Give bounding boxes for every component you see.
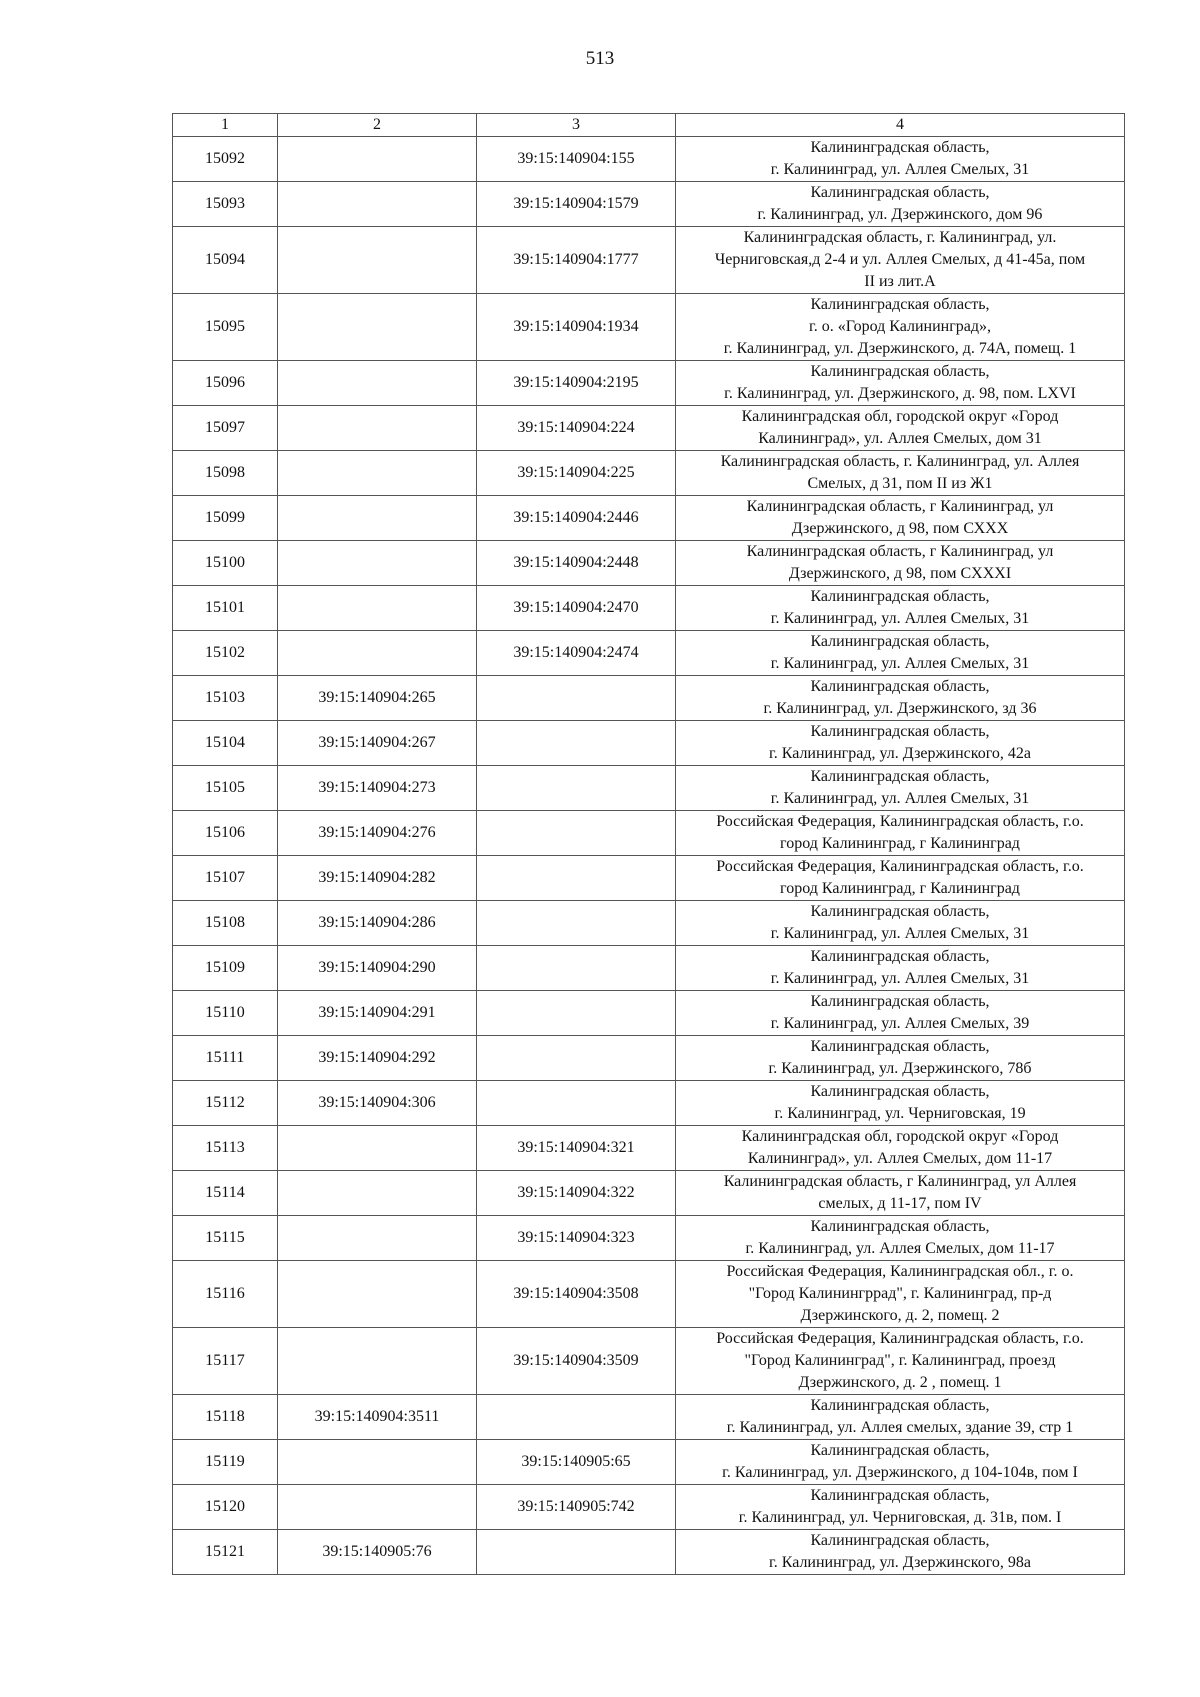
table-row (173, 1261, 1125, 1328)
row-number-cell: 15121 (173, 1530, 278, 1575)
row-number-cell: 15118 (173, 1395, 278, 1440)
header-row (173, 114, 1125, 137)
cadastral-number-cell: 39:15:140904:306 (278, 1081, 477, 1126)
row-number-cell: 15093 (173, 182, 278, 227)
cadastral-number-cell: 39:15:140904:321 (477, 1126, 676, 1171)
cadastral-number-cell (278, 294, 477, 361)
column-header-2: 2 (278, 114, 477, 137)
cadastral-register-table (172, 113, 1125, 1575)
cadastral-number-cell: 39:15:140904:276 (278, 811, 477, 856)
table-row (173, 496, 1125, 541)
cadastral-number-cell: 39:15:140904:3508 (477, 1261, 676, 1328)
cadastral-number-cell (278, 586, 477, 631)
cadastral-number-cell (278, 1485, 477, 1530)
table-row (173, 586, 1125, 631)
row-number-cell: 15105 (173, 766, 278, 811)
row-number-cell: 15097 (173, 406, 278, 451)
address-cell: Калининградская область, г. Калининград, ул. Дзержинского, д. 98, пом. LXVI (676, 361, 1125, 406)
table-row (173, 1440, 1125, 1485)
address-cell: Калининградская область, г. Калининград, ул. Черниговская, д. 31в, пом. I (676, 1485, 1125, 1530)
column-header-3: 3 (477, 114, 676, 137)
cadastral-number-cell (477, 991, 676, 1036)
address-cell: Российская Федерация, Калининградская область, г.о. "Город Калининград", г. Калининград, проезд Дзержинского, д. 2 , помещ. 1 (676, 1328, 1125, 1395)
table-row (173, 227, 1125, 294)
address-cell: Российская Федерация, Калининградская обл., г. о. "Город Калинингррад", г. Калининград, пр-д Дзержинского, д. 2, помещ. 2 (676, 1261, 1125, 1328)
table-row (173, 137, 1125, 182)
row-number-cell: 15119 (173, 1440, 278, 1485)
cadastral-number-cell: 39:15:140904:286 (278, 901, 477, 946)
cadastral-number-cell (477, 946, 676, 991)
table-row (173, 721, 1125, 766)
cadastral-number-cell (477, 811, 676, 856)
cadastral-number-cell: 39:15:140904:155 (477, 137, 676, 182)
address-cell: Калининградская область, г. Калининград, ул. Дзержинского, 78б (676, 1036, 1125, 1081)
table-body (173, 137, 1125, 1575)
row-number-cell: 15101 (173, 586, 278, 631)
row-number-cell: 15109 (173, 946, 278, 991)
address-cell: Калининградская область, г. Калининград, ул. Дзержинского, 98а (676, 1530, 1125, 1575)
row-number-cell: 15103 (173, 676, 278, 721)
row-number-cell: 15106 (173, 811, 278, 856)
address-cell: Калининградская область, г. Калининград, ул. Аллея Смелых, 39 (676, 991, 1125, 1036)
address-cell: Российская Федерация, Калининградская область, г.о. город Калининград, г Калининград (676, 811, 1125, 856)
cadastral-number-cell (278, 541, 477, 586)
table-row (173, 901, 1125, 946)
cadastral-number-cell (477, 676, 676, 721)
table-row (173, 1171, 1125, 1216)
cadastral-number-cell: 39:15:140904:225 (477, 451, 676, 496)
cadastral-number-cell (278, 182, 477, 227)
address-cell: Калининградская область, г Калининград, ул Дзержинского, д 98, пом CXXXI (676, 541, 1125, 586)
address-cell: Калининградская обл, городской округ «Город Калининград», ул. Аллея Смелых, дом 11-17 (676, 1126, 1125, 1171)
cadastral-number-cell (477, 1530, 676, 1575)
cadastral-number-cell: 39:15:140904:1934 (477, 294, 676, 361)
column-header-4: 4 (676, 114, 1125, 137)
row-number-cell: 15094 (173, 227, 278, 294)
cadastral-number-cell (278, 1216, 477, 1261)
cadastral-number-cell (278, 1126, 477, 1171)
table-row (173, 1081, 1125, 1126)
address-cell: Калининградская обл, городской округ «Город Калининград», ул. Аллея Смелых, дом 31 (676, 406, 1125, 451)
address-cell: Российская Федерация, Калининградская область, г.о. город Калининград, г Калининград (676, 856, 1125, 901)
address-cell: Калининградская область, г. Калининград, ул. Аллея Смелых, 31 (676, 901, 1125, 946)
row-number-cell: 15116 (173, 1261, 278, 1328)
cadastral-number-cell (278, 1328, 477, 1395)
table-row (173, 1328, 1125, 1395)
address-cell: Калининградская область, г. Калининград, ул. Аллея Смелых, 31 (676, 137, 1125, 182)
cadastral-number-cell: 39:15:140904:291 (278, 991, 477, 1036)
row-number-cell: 15120 (173, 1485, 278, 1530)
cadastral-number-cell: 39:15:140904:2474 (477, 631, 676, 676)
cadastral-number-cell: 39:15:140904:1777 (477, 227, 676, 294)
address-cell: Калининградская область, г. Калининград, ул. Черниговская,д 2-4 и ул. Аллея Смелых, д 41-45а, пом II из лит.А (676, 227, 1125, 294)
cadastral-number-cell (477, 901, 676, 946)
cadastral-number-cell (278, 227, 477, 294)
address-cell: Калининградская область, г. Калининград, ул. Аллея смелых, здание 39, стр 1 (676, 1395, 1125, 1440)
page-number: 513 (585, 48, 615, 69)
cadastral-number-cell (477, 766, 676, 811)
cadastral-number-cell (278, 1440, 477, 1485)
table-row (173, 1395, 1125, 1440)
row-number-cell: 15114 (173, 1171, 278, 1216)
cadastral-number-cell (477, 721, 676, 766)
address-cell: Калининградская область, г. Калининград, ул. Аллея Смелых, 31 (676, 946, 1125, 991)
row-number-cell: 15117 (173, 1328, 278, 1395)
cadastral-number-cell: 39:15:140904:2470 (477, 586, 676, 631)
address-cell: Калининградская область, г. Калининград, ул. Аллея Смелых, 31 (676, 586, 1125, 631)
table-row (173, 1036, 1125, 1081)
address-cell: Калининградская область, г. Калининград, ул. Дзержинского, дом 96 (676, 182, 1125, 227)
table-row (173, 1126, 1125, 1171)
cadastral-number-cell (477, 1036, 676, 1081)
address-cell: Калининградская область, г. Калининград, ул. Черниговская, 19 (676, 1081, 1125, 1126)
cadastral-number-cell: 39:15:140904:1579 (477, 182, 676, 227)
address-cell: Калининградская область, г. Калининград, ул. Дзержинского, 42а (676, 721, 1125, 766)
address-cell: Калининградская область, г. Калининград, ул. Аллея Смелых, 31 (676, 766, 1125, 811)
cadastral-number-cell: 39:15:140904:273 (278, 766, 477, 811)
cadastral-number-cell: 39:15:140904:265 (278, 676, 477, 721)
row-number-cell: 15115 (173, 1216, 278, 1261)
cadastral-number-cell: 39:15:140904:282 (278, 856, 477, 901)
row-number-cell: 15104 (173, 721, 278, 766)
cadastral-number-cell (477, 856, 676, 901)
address-cell: Калининградская область, г Калининград, ул Аллея смелых, д 11-17, пом IV (676, 1171, 1125, 1216)
cadastral-number-cell (278, 451, 477, 496)
table-header (173, 114, 1125, 137)
row-number-cell: 15108 (173, 901, 278, 946)
cadastral-number-cell (278, 496, 477, 541)
table-row (173, 541, 1125, 586)
cadastral-number-cell (278, 137, 477, 182)
cadastral-number-cell: 39:15:140904:3509 (477, 1328, 676, 1395)
row-number-cell: 15107 (173, 856, 278, 901)
table-row (173, 676, 1125, 721)
address-cell: Калининградская область, г. Калининград, ул. Аллея Смелых, 31 (676, 631, 1125, 676)
cadastral-number-cell: 39:15:140904:322 (477, 1171, 676, 1216)
cadastral-number-cell (278, 1171, 477, 1216)
address-cell: Калининградская область, г. Калининград, ул. Аллея Смелых, д 31, пом II из Ж1 (676, 451, 1125, 496)
table-row (173, 294, 1125, 361)
cadastral-number-cell: 39:15:140904:2446 (477, 496, 676, 541)
table-row (173, 856, 1125, 901)
cadastral-number-cell: 39:15:140905:65 (477, 1440, 676, 1485)
table-row (173, 1216, 1125, 1261)
cadastral-number-cell (278, 406, 477, 451)
cadastral-number-cell (278, 1261, 477, 1328)
cadastral-number-cell (278, 361, 477, 406)
cadastral-number-cell: 39:15:140904:323 (477, 1216, 676, 1261)
row-number-cell: 15111 (173, 1036, 278, 1081)
table-row (173, 1530, 1125, 1575)
cadastral-number-cell: 39:15:140904:290 (278, 946, 477, 991)
table-row (173, 451, 1125, 496)
row-number-cell: 15102 (173, 631, 278, 676)
table-row (173, 811, 1125, 856)
cadastral-number-cell: 39:15:140904:224 (477, 406, 676, 451)
cadastral-number-cell (278, 631, 477, 676)
row-number-cell: 15112 (173, 1081, 278, 1126)
row-number-cell: 15113 (173, 1126, 278, 1171)
cadastral-number-cell: 39:15:140904:2448 (477, 541, 676, 586)
address-cell: Калининградская область, г. Калининград, ул. Аллея Смелых, дом 11-17 (676, 1216, 1125, 1261)
column-header-1: 1 (173, 114, 278, 137)
row-number-cell: 15095 (173, 294, 278, 361)
cadastral-number-cell: 39:15:140904:267 (278, 721, 477, 766)
address-cell: Калининградская область, г. о. «Город Калининград», г. Калининград, ул. Дзержинского, д. 74А, помещ. 1 (676, 294, 1125, 361)
table-row (173, 182, 1125, 227)
row-number-cell: 15099 (173, 496, 278, 541)
table-row (173, 406, 1125, 451)
address-cell: Калининградская область, г Калининград, ул Дзержинского, д 98, пом СХХХ (676, 496, 1125, 541)
row-number-cell: 15092 (173, 137, 278, 182)
table-row (173, 361, 1125, 406)
table-row (173, 946, 1125, 991)
cadastral-number-cell (477, 1081, 676, 1126)
cadastral-number-cell: 39:15:140904:3511 (278, 1395, 477, 1440)
row-number-cell: 15110 (173, 991, 278, 1036)
table-row (173, 1485, 1125, 1530)
table-row (173, 631, 1125, 676)
row-number-cell: 15096 (173, 361, 278, 406)
row-number-cell: 15098 (173, 451, 278, 496)
cadastral-number-cell: 39:15:140904:292 (278, 1036, 477, 1081)
cadastral-number-cell (477, 1395, 676, 1440)
table-row (173, 766, 1125, 811)
cadastral-number-cell: 39:15:140905:742 (477, 1485, 676, 1530)
cadastral-number-cell: 39:15:140904:2195 (477, 361, 676, 406)
address-cell: Калининградская область, г. Калининград, ул. Дзержинского, зд 36 (676, 676, 1125, 721)
table-row (173, 991, 1125, 1036)
cadastral-number-cell: 39:15:140905:76 (278, 1530, 477, 1575)
address-cell: Калининградская область, г. Калининград, ул. Дзержинского, д 104-104в, пом I (676, 1440, 1125, 1485)
row-number-cell: 15100 (173, 541, 278, 586)
